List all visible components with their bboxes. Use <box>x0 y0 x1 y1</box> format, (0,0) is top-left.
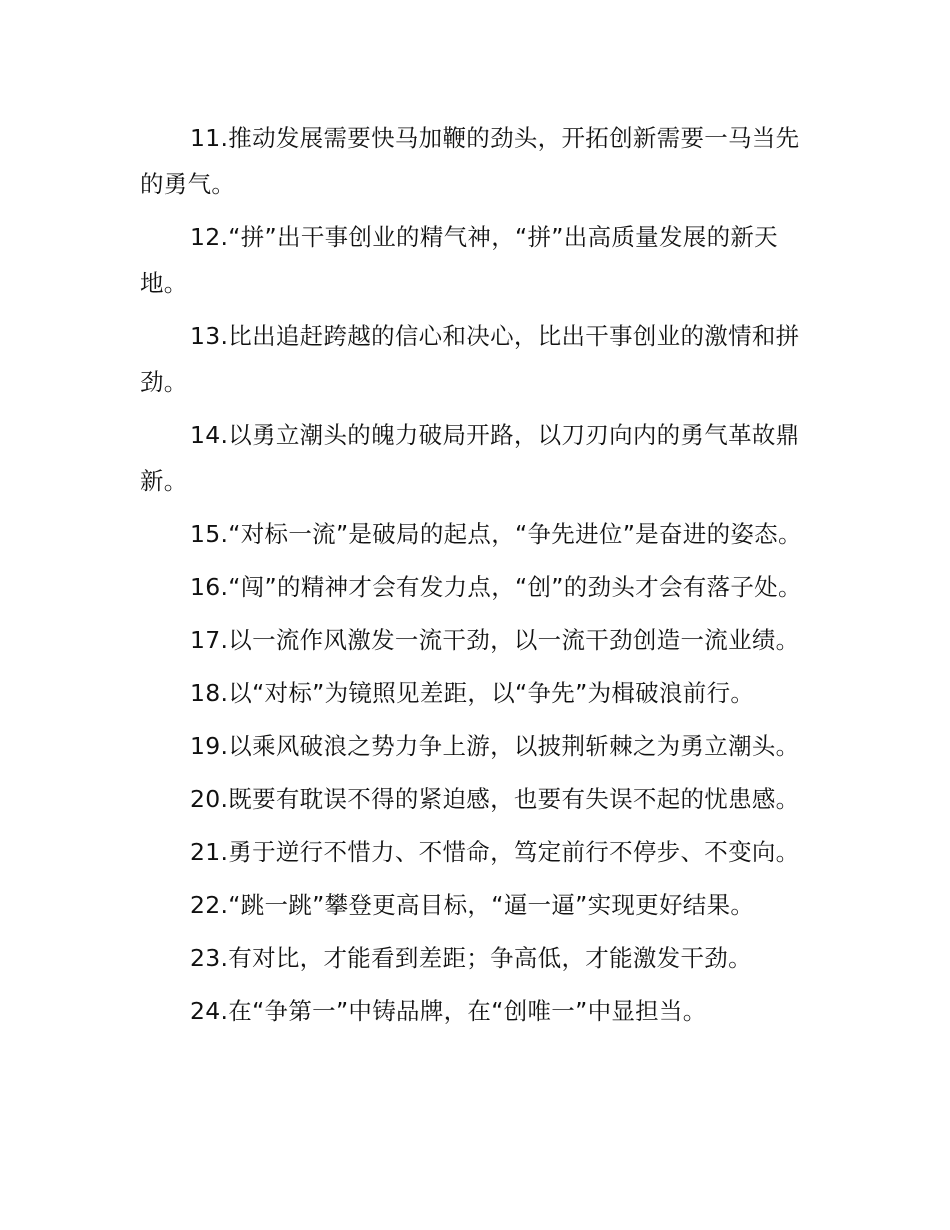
paragraph-17: 17.以一流作风激发一流干劲，以一流干劲创造一流业绩。 <box>190 626 800 654</box>
paragraph-15: 15.“对标一流”是破局的起点，“争先进位”是奋进的姿态。 <box>190 520 802 548</box>
paragraph-22: 22.“跳一跳”攀登更高目标，“逼一逼”实现更好结果。 <box>190 891 755 919</box>
paragraph-20: 20.既要有耽误不得的紧迫感，也要有失误不起的忧患感。 <box>190 785 800 813</box>
paragraph-18: 18.以“对标”为镜照见差距，以“争先”为楫破浪前行。 <box>190 679 755 707</box>
paragraph-21: 21.勇于逆行不惜力、不惜命，笃定前行不停步、不变向。 <box>190 838 800 866</box>
paragraph-24: 24.在“争第一”中铸品牌，在“创唯一”中显担当。 <box>190 997 707 1025</box>
paragraph-19: 19.以乘风破浪之势力争上游，以披荆斩棘之为勇立潮头。 <box>190 732 800 760</box>
paragraph-23: 23.有对比，才能看到差距；争高低，才能激发干劲。 <box>190 944 752 972</box>
paragraph-16: 16.“闯”的精神才会有发力点，“创”的劲头才会有落子处。 <box>190 573 802 601</box>
paragraph-13: 13.比出追赶跨越的信心和决心，比出干事创业的激情和拼劲。 <box>140 322 800 396</box>
paragraph-14: 14.以勇立潮头的魄力破局开路，以刀刃向内的勇气革故鼎新。 <box>140 421 800 495</box>
document-body <box>140 115 820 1041</box>
paragraph-11: 11.推动发展需要快马加鞭的劲头，开拓创新需要一马当先的勇气。 <box>140 124 800 198</box>
paragraph-12: 12.“拼”出干事创业的精气神，“拼”出高质量发展的新天地。 <box>140 223 778 297</box>
